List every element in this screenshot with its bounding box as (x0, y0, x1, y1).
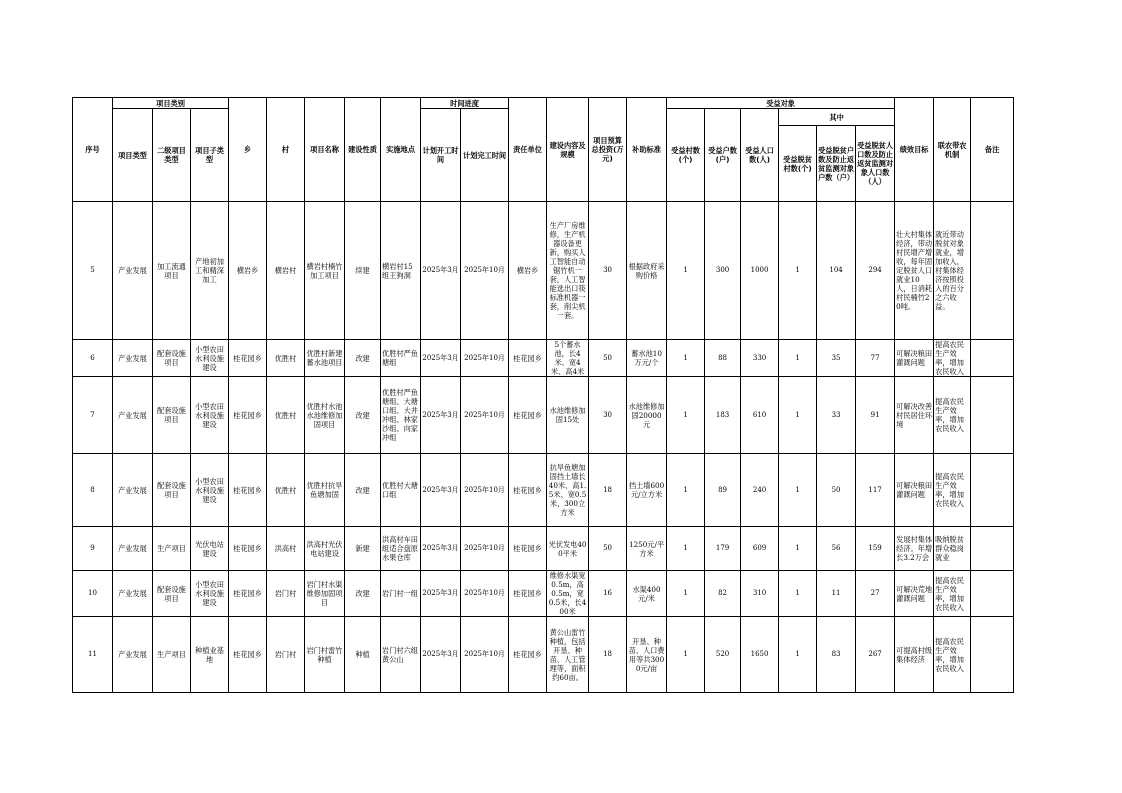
header-ben-households: 受益户数(户) (705, 109, 741, 202)
cell-resp: 桂花园乡 (509, 377, 547, 454)
cell-subsidy: 挡土墙600元/立方米 (627, 454, 667, 527)
cell-villages: 1 (667, 202, 705, 340)
header-remarks: 备注 (971, 98, 1014, 202)
cell-goal: 可解决改善村民居住环境 (895, 377, 934, 454)
table-row (73, 377, 1054, 454)
cell-poor-households: 104 (817, 202, 856, 340)
cell-nature: 改建 (345, 377, 381, 454)
table-row (73, 571, 1054, 617)
cell-content: 5个蓄水池，长4米、宽4米、高4米 (547, 340, 589, 377)
cell-poor-households: 33 (817, 377, 856, 454)
cell-goal: 可解决荒地灌溉问题 (895, 571, 934, 617)
table-row (73, 202, 1054, 340)
header-beneficiaries: 受益对象 (667, 98, 895, 109)
cell-location: 岩门村一组 (381, 571, 421, 617)
header-build-nature: 建设性质 (345, 98, 381, 202)
cell-poor-households: 83 (817, 617, 856, 693)
cell-name: 优胜村新建蓄水池项目 (305, 340, 345, 377)
table-row (73, 340, 1054, 377)
header-plan-start: 计划开工时间 (421, 109, 461, 202)
cell-village: 洪高村 (267, 527, 305, 571)
cell-end: 2025年10月 (461, 202, 509, 340)
cell-subsub: 产地初加工和精深加工 (191, 202, 229, 340)
cell-villages: 1 (667, 340, 705, 377)
cell-poor-villages: 1 (779, 202, 817, 340)
cell-start: 2025年3月 (421, 340, 461, 377)
cell-location: 优胜村严鱼塘组 (381, 340, 421, 377)
cell-location: 优胜村大塘口组 (381, 454, 421, 527)
cell-township: 横岩乡 (229, 202, 267, 340)
cell-subsub: 小型农田水利设施建设 (191, 340, 229, 377)
cell-villages: 1 (667, 527, 705, 571)
cell-poor-villages: 1 (779, 571, 817, 617)
cell-people: 310 (741, 571, 779, 617)
header-content: 建设内容及规模 (547, 98, 589, 202)
project-table (72, 97, 1054, 693)
cell-goal: 可解决粮田灌溉问题 (895, 454, 934, 527)
cell-seq: 6 (73, 340, 113, 377)
cell-poor-people: 159 (856, 527, 895, 571)
cell-households: 88 (705, 340, 741, 377)
cell-goal: 壮大村集体经济，带动村民增产增收，每年固定脱贫人口就业10人，日消耗村民楠竹20吨。 (895, 202, 934, 340)
cell-subsidy: 开垦、种苗、人口费用等共3000元/亩 (627, 617, 667, 693)
cell-villages: 1 (667, 377, 705, 454)
cell-subsidy: 1250元/平方米 (627, 527, 667, 571)
cell-start: 2025年3月 (421, 617, 461, 693)
cell-households: 89 (705, 454, 741, 527)
cell-seq: 5 (73, 202, 113, 340)
cell-content: 黄公山雷竹种植，包括开垦、种苗、人工管理等，面积约60亩。 (547, 617, 589, 693)
cell-location: 岩门村六组黄公山 (381, 617, 421, 693)
cell-seq: 9 (73, 527, 113, 571)
cell-budget: 16 (589, 571, 627, 617)
cell-budget: 18 (589, 617, 627, 693)
cell-location: 优胜村严鱼塘组、大塘口组、大井冲组、林家沙组、向家冲组 (381, 377, 421, 454)
cell-village: 岩门村 (267, 571, 305, 617)
cell-type: 产业发展 (113, 340, 153, 377)
cell-subsidy: 蓄水池10万元/个 (627, 340, 667, 377)
cell-subsub: 光伏电站建设 (191, 527, 229, 571)
cell-start: 2025年3月 (421, 571, 461, 617)
cell-sub: 配套设施项目 (153, 340, 191, 377)
table-body (73, 202, 1054, 693)
cell-township: 桂花园乡 (229, 617, 267, 693)
cell-villages: 1 (667, 571, 705, 617)
cell-content: 水池维修加固15处 (547, 377, 589, 454)
cell-end: 2025年10月 (461, 340, 509, 377)
header-schedule: 时间进度 (421, 98, 509, 109)
header-project-category: 项目类别 (113, 98, 229, 109)
cell-type: 产业发展 (113, 454, 153, 527)
cell-households: 179 (705, 527, 741, 571)
cell-end: 2025年10月 (461, 571, 509, 617)
cell-poor-households: 56 (817, 527, 856, 571)
cell-nature: 改建 (345, 454, 381, 527)
cell-villages: 1 (667, 617, 705, 693)
cell-poor-people: 27 (856, 571, 895, 617)
cell-villages: 1 (667, 454, 705, 527)
cell-content: 光伏发电400平米 (547, 527, 589, 571)
header-project-name: 项目名称 (305, 98, 345, 202)
cell-budget: 50 (589, 527, 627, 571)
cell-poor-households: 35 (817, 340, 856, 377)
cell-sub: 加工流通项目 (153, 202, 191, 340)
cell-type: 产业发展 (113, 202, 153, 340)
cell-linkage: 提高农民生产效率，增加农民收入 (934, 454, 971, 527)
cell-poor-villages: 1 (779, 340, 817, 377)
header-ben-people: 受益人口数(人) (741, 109, 779, 202)
header-project-type: 项目类型 (113, 109, 153, 202)
cell-nature: 续建 (345, 202, 381, 340)
cell-type: 产业发展 (113, 527, 153, 571)
cell-linkage: 提高农民生产效率，增加农民收入 (934, 617, 971, 693)
header-responsible: 责任单位 (509, 98, 547, 202)
cell-budget: 30 (589, 377, 627, 454)
header-location: 实施地点 (381, 98, 421, 202)
header-plan-end: 计划完工时间 (461, 109, 509, 202)
cell-resp: 桂花园乡 (509, 617, 547, 693)
cell-households: 300 (705, 202, 741, 340)
header-subsidy: 补助标准 (627, 98, 667, 202)
cell-poor-villages: 1 (779, 527, 817, 571)
cell-subsub: 小型农田水利设施建设 (191, 454, 229, 527)
cell-people: 610 (741, 377, 779, 454)
cell-poor-people: 77 (856, 340, 895, 377)
cell-linkage: 提高农民生产效率，增加农民收入 (934, 377, 971, 454)
cell-poor-villages: 1 (779, 454, 817, 527)
cell-seq: 11 (73, 617, 113, 693)
cell-name: 横岩村楠竹加工项目 (305, 202, 345, 340)
cell-people: 1000 (741, 202, 779, 340)
cell-sub: 配套设施项目 (153, 571, 191, 617)
header-linkage: 联农带农机制 (934, 98, 971, 202)
cell-township: 桂花园乡 (229, 527, 267, 571)
project-table-sheet (72, 97, 1041, 693)
cell-end: 2025年10月 (461, 527, 509, 571)
cell-goal: 可解决粮田灌溉问题 (895, 340, 934, 377)
cell-remarks (971, 202, 1014, 340)
cell-village: 优胜村 (267, 454, 305, 527)
header-ben-villages: 受益村数(个) (667, 109, 705, 202)
cell-seq: 10 (73, 571, 113, 617)
cell-resp: 桂花园乡 (509, 340, 547, 377)
cell-linkage: 吸纳脱贫群众稳岗就业 (934, 527, 971, 571)
cell-type: 产业发展 (113, 571, 153, 617)
cell-nature: 新建 (345, 527, 381, 571)
cell-sub: 生产项目 (153, 527, 191, 571)
cell-location: 洪高村车田组适合盘原水果仓库 (381, 527, 421, 571)
cell-budget: 30 (589, 202, 627, 340)
cell-village: 岩门村 (267, 617, 305, 693)
cell-type: 产业发展 (113, 617, 153, 693)
cell-remarks (971, 340, 1014, 377)
cell-linkage: 就近带动脱贫对象就业，增加收入，村集体经济按照投入的百分之六收益。 (934, 202, 971, 340)
cell-end: 2025年10月 (461, 454, 509, 527)
cell-content: 抗旱鱼塘加固挡土墙长40米、高1.5米、宽0.5米，300立方米 (547, 454, 589, 527)
cell-resp: 横岩乡 (509, 202, 547, 340)
cell-poor-villages: 1 (779, 617, 817, 693)
cell-resp: 桂花园乡 (509, 571, 547, 617)
cell-content: 生产厂房维修，生产机器设备更新，购买人工智能自动锯竹机一套，人工智能选出口筷标准机器一套，削尖机一套。 (547, 202, 589, 340)
cell-goal: 发展村集体经济。年增长3.2万会 (895, 527, 934, 571)
cell-village: 优胜村 (267, 340, 305, 377)
cell-goal: 可提高村级集体经济 (895, 617, 934, 693)
cell-township: 桂花园乡 (229, 340, 267, 377)
cell-people: 330 (741, 340, 779, 377)
cell-subsub: 小型农田水利设施建设 (191, 377, 229, 454)
cell-name: 岩门村雷竹种植 (305, 617, 345, 693)
cell-households: 183 (705, 377, 741, 454)
header-goal: 绩效目标 (895, 98, 934, 202)
cell-seq: 7 (73, 377, 113, 454)
cell-households: 520 (705, 617, 741, 693)
header-poor-households: 受益脱贫户数及防止返贫监测对象户数（户） (817, 126, 856, 202)
cell-subsidy: 水渠400元/米 (627, 571, 667, 617)
cell-seq: 8 (73, 454, 113, 527)
cell-resp: 桂花园乡 (509, 527, 547, 571)
cell-type: 产业发展 (113, 377, 153, 454)
cell-poor-people: 267 (856, 617, 895, 693)
cell-location: 横岩村15组王狗洞 (381, 202, 421, 340)
cell-end: 2025年10月 (461, 617, 509, 693)
cell-content: 维修水渠宽0.5m，高0.5m，宽0.5米，长400米 (547, 571, 589, 617)
cell-start: 2025年3月 (421, 377, 461, 454)
cell-name: 岩门村水渠维修加固项目 (305, 571, 345, 617)
cell-start: 2025年3月 (421, 527, 461, 571)
cell-sub: 配套设施项目 (153, 454, 191, 527)
cell-subsidy: 根据政府采购价格 (627, 202, 667, 340)
header-among: 其中 (779, 109, 895, 126)
cell-end: 2025年10月 (461, 377, 509, 454)
table-row (73, 617, 1054, 693)
header-sub-type: 二级项目类型 (153, 109, 191, 202)
cell-nature: 种植 (345, 617, 381, 693)
header-village: 村 (267, 98, 305, 202)
cell-name: 优胜村水池水池维修加固项目 (305, 377, 345, 454)
cell-remarks (971, 527, 1014, 571)
cell-people: 1650 (741, 617, 779, 693)
table-row (73, 454, 1054, 527)
header-seq: 序号 (73, 98, 113, 202)
cell-poor-villages: 1 (779, 377, 817, 454)
header-township: 乡 (229, 98, 267, 202)
header-poor-villages: 受益脱贫村数(个) (779, 126, 817, 202)
cell-poor-people: 294 (856, 202, 895, 340)
cell-start: 2025年3月 (421, 454, 461, 527)
cell-people: 240 (741, 454, 779, 527)
cell-poor-people: 91 (856, 377, 895, 454)
cell-township: 桂花园乡 (229, 377, 267, 454)
cell-budget: 18 (589, 454, 627, 527)
cell-remarks (971, 454, 1014, 527)
cell-township: 桂花园乡 (229, 571, 267, 617)
cell-sub: 生产项目 (153, 617, 191, 693)
cell-linkage: 提高农民生产效率，增加农民收入 (934, 571, 971, 617)
cell-start: 2025年3月 (421, 202, 461, 340)
cell-name: 洪高村光伏电站建设 (305, 527, 345, 571)
cell-township: 桂花园乡 (229, 454, 267, 527)
cell-households: 82 (705, 571, 741, 617)
cell-nature: 改建 (345, 571, 381, 617)
cell-subsidy: 水池维修加固20000元 (627, 377, 667, 454)
cell-village: 横岩村 (267, 202, 305, 340)
cell-poor-households: 11 (817, 571, 856, 617)
cell-remarks (971, 571, 1014, 617)
cell-remarks (971, 377, 1014, 454)
cell-name: 优胜村抗旱鱼塘加固 (305, 454, 345, 527)
cell-poor-people: 117 (856, 454, 895, 527)
header-sub-sub-type: 项目子类型 (191, 109, 229, 202)
cell-linkage: 提高农民生产效率，增加农民收入 (934, 340, 971, 377)
cell-village: 优胜村 (267, 377, 305, 454)
cell-subsub: 小型农田水利设施建设 (191, 571, 229, 617)
header-budget: 项目预算总投资(万元) (589, 98, 627, 202)
cell-people: 609 (741, 527, 779, 571)
cell-budget: 50 (589, 340, 627, 377)
cell-remarks (971, 617, 1014, 693)
cell-resp: 桂花园乡 (509, 454, 547, 527)
cell-poor-households: 50 (817, 454, 856, 527)
header-poor-people: 受益脱贫人口数及防止返贫监测对象人口数（人） (856, 126, 895, 202)
table-row (73, 527, 1054, 571)
cell-sub: 配套设施项目 (153, 377, 191, 454)
cell-subsub: 种植业基地 (191, 617, 229, 693)
cell-nature: 改建 (345, 340, 381, 377)
